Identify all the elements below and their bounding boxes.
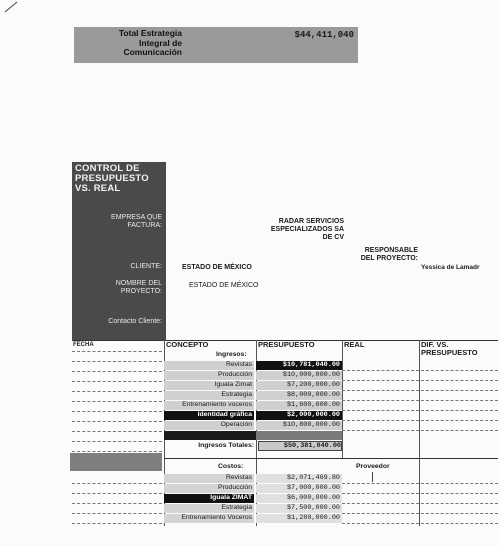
ingreso-concepto: Revistas [164, 361, 254, 370]
col-dif: DIF. VS. PRESUPUESTO [421, 340, 478, 357]
costo-valor: $2,071,469.80 [256, 474, 342, 483]
row-rule [342, 380, 498, 381]
ingreso-valor: $1,600,000.00 [256, 401, 342, 410]
total-value: $44,411,040 [294, 30, 354, 40]
ingreso-concepto: Identidad gráfica [164, 411, 254, 420]
fecha-rule [72, 391, 162, 392]
nombre-proyecto-label: NOMBRE DEL PROYECTO: [115, 280, 162, 295]
section-shade [70, 453, 162, 471]
row-rule [342, 513, 498, 514]
row-rule [342, 503, 498, 504]
responsable-label: RESPONSABLE DEL PROYECTO: [360, 247, 418, 262]
col-concepto: CONCEPTO [166, 340, 209, 349]
fecha-rule [72, 523, 162, 524]
control-panel [72, 162, 166, 340]
fecha-rule [72, 401, 162, 402]
col-presupuesto: PRESUPUESTO [258, 340, 315, 349]
row-rule [342, 430, 498, 431]
ingresos-label: Ingresos: [216, 351, 247, 358]
fecha-rule [72, 503, 162, 504]
ingreso-concepto: Estrategia [164, 391, 254, 400]
row-rule [342, 370, 498, 371]
costo-valor: $7,000,000.00 [256, 484, 342, 493]
cliente-value: ESTADO DE MÉXICO [182, 264, 252, 271]
ingreso-valor: $10,781,040.00 [256, 361, 342, 370]
costo-concepto: Entrenamiento Voceros [164, 514, 254, 523]
ingresos-totales-label: Ingresos Totales: [198, 442, 254, 449]
costos-label: Costos: [218, 463, 244, 470]
row-rule [342, 390, 498, 391]
fecha-rule [72, 451, 162, 452]
costo-valor: $1,280,000.00 [256, 514, 342, 523]
ingreso-concepto: Producción [164, 371, 254, 380]
total-banner [74, 27, 358, 63]
row-rule [342, 410, 498, 411]
row-rule [342, 420, 498, 421]
costos-top-rule [164, 458, 498, 459]
cliente-label: CLIENTE: [130, 263, 162, 270]
costo-concepto: Producción [164, 484, 254, 493]
ingreso-valor: $2,000,000.00 [256, 411, 342, 420]
fecha-rule [72, 371, 162, 372]
col-real: REAL [344, 340, 365, 349]
costo-valor: $7,500,000.00 [256, 504, 342, 513]
panel-title: CONTROL DE PRESUPUESTO VS. REAL [75, 163, 149, 194]
fecha-rule [72, 351, 162, 352]
row-rule [342, 523, 498, 524]
ingreso-valor: $10,800,000.00 [256, 421, 342, 430]
dark-bar [164, 431, 256, 440]
fecha-rule [72, 431, 162, 432]
empresa-label: EMPRESA QUE FACTURA: [111, 214, 162, 229]
costo-valor: $6,000,000.00 [256, 494, 342, 503]
proyecto-value: ESTADO DE MÉXICO [189, 282, 259, 289]
fecha-rule [72, 483, 162, 484]
responsable-value: Yessica de Lamadr [421, 264, 480, 271]
ingreso-concepto: Entrenamiento voceros [164, 401, 254, 410]
costo-concepto: Iguala ZIMAT [164, 494, 254, 503]
ingreso-valor: $10,000,000.00 [256, 371, 342, 380]
ingreso-valor: $7,200,000.00 [256, 381, 342, 390]
corner-mark [2, 0, 22, 14]
contacto-label: Contacto Cliente: [108, 318, 162, 325]
costo-concepto: Revistas [164, 474, 254, 483]
row-rule [342, 400, 498, 401]
col-fecha: FECHA [73, 342, 94, 348]
fecha-rule [72, 493, 162, 494]
total-label: Total Estrategia Integral de Comunicación [118, 28, 182, 57]
costo-concepto: Estrategia [164, 504, 254, 513]
fecha-rule [72, 421, 162, 422]
empresa-value: RADAR SERVICIOS ESPECIALIZADOS SA DE CV [270, 218, 344, 241]
cursor-mark [372, 472, 373, 482]
fecha-rule [72, 411, 162, 412]
fecha-rule [72, 361, 162, 362]
row-rule [342, 483, 498, 484]
ingreso-concepto: Operación [164, 421, 254, 430]
ingreso-concepto: Iguala Zimat [164, 381, 254, 390]
fecha-rule [72, 441, 162, 442]
ingreso-valor: $8,000,000.00 [256, 391, 342, 400]
fecha-rule [72, 513, 162, 514]
ingresos-totales-valor: $50,381,040.00 [258, 441, 342, 451]
row-rule [342, 493, 498, 494]
proveedor-label: Proveedor [356, 463, 390, 470]
gray-bar [256, 431, 342, 440]
fecha-rule [72, 381, 162, 382]
